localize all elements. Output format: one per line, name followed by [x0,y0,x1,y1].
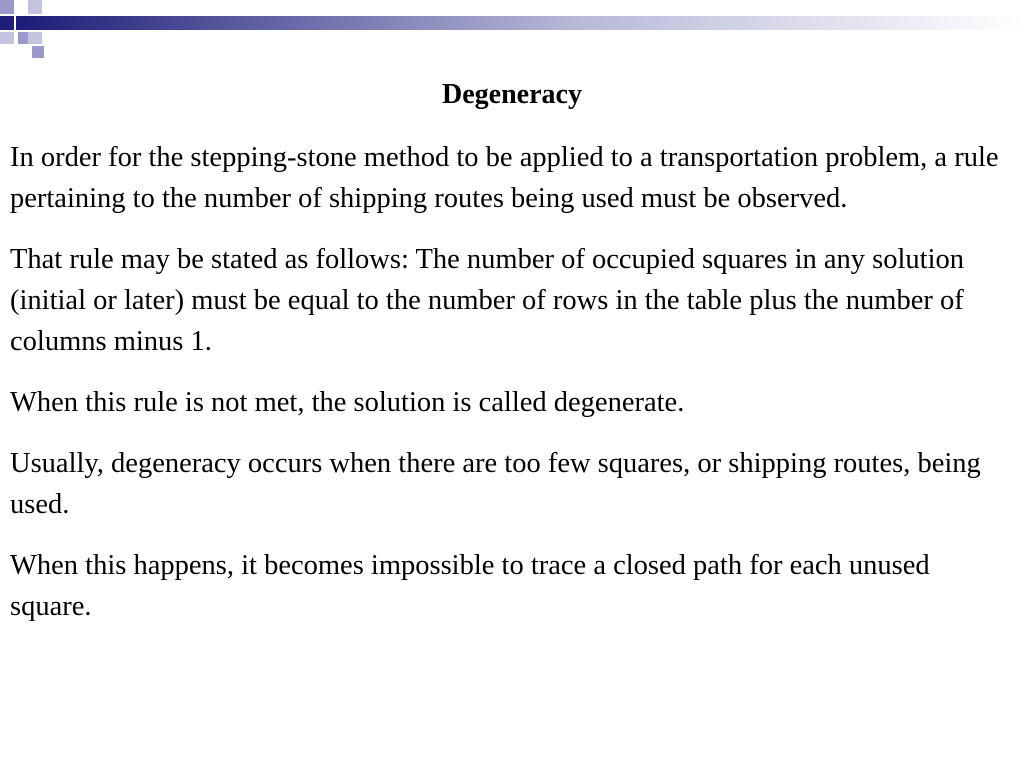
slide-title: Degeneracy [442,79,582,110]
slide-body [10,137,1010,647]
paragraph: In order for the stepping-stone method to be applied to a transportation problem, a rule pertaining to the number of shipping routes being used must be observed. [10,142,999,214]
paragraph: When this rule is not met, the solution is called degenerate. [10,387,685,418]
header-square [0,32,14,44]
paragraph: That rule may be stated as follows: The number of occupied squares in any solution (initial or later) must be equal to the number of rows in the table plus the number of columns minus 1. [10,244,964,357]
header-square [28,0,42,14]
paragraph: Usually, degeneracy occurs when there are too few squares, or shipping routes, being used. [10,448,981,520]
header-decoration [0,0,1024,64]
header-square [32,46,44,58]
header-square [28,32,42,44]
header-gradient-bar [28,16,1024,30]
header-square [0,16,14,30]
header-square [16,16,28,30]
header-square [14,0,28,14]
paragraph: When this happens, it becomes impossible to trace a closed path for each unused square. [10,550,930,622]
header-square [0,0,14,14]
